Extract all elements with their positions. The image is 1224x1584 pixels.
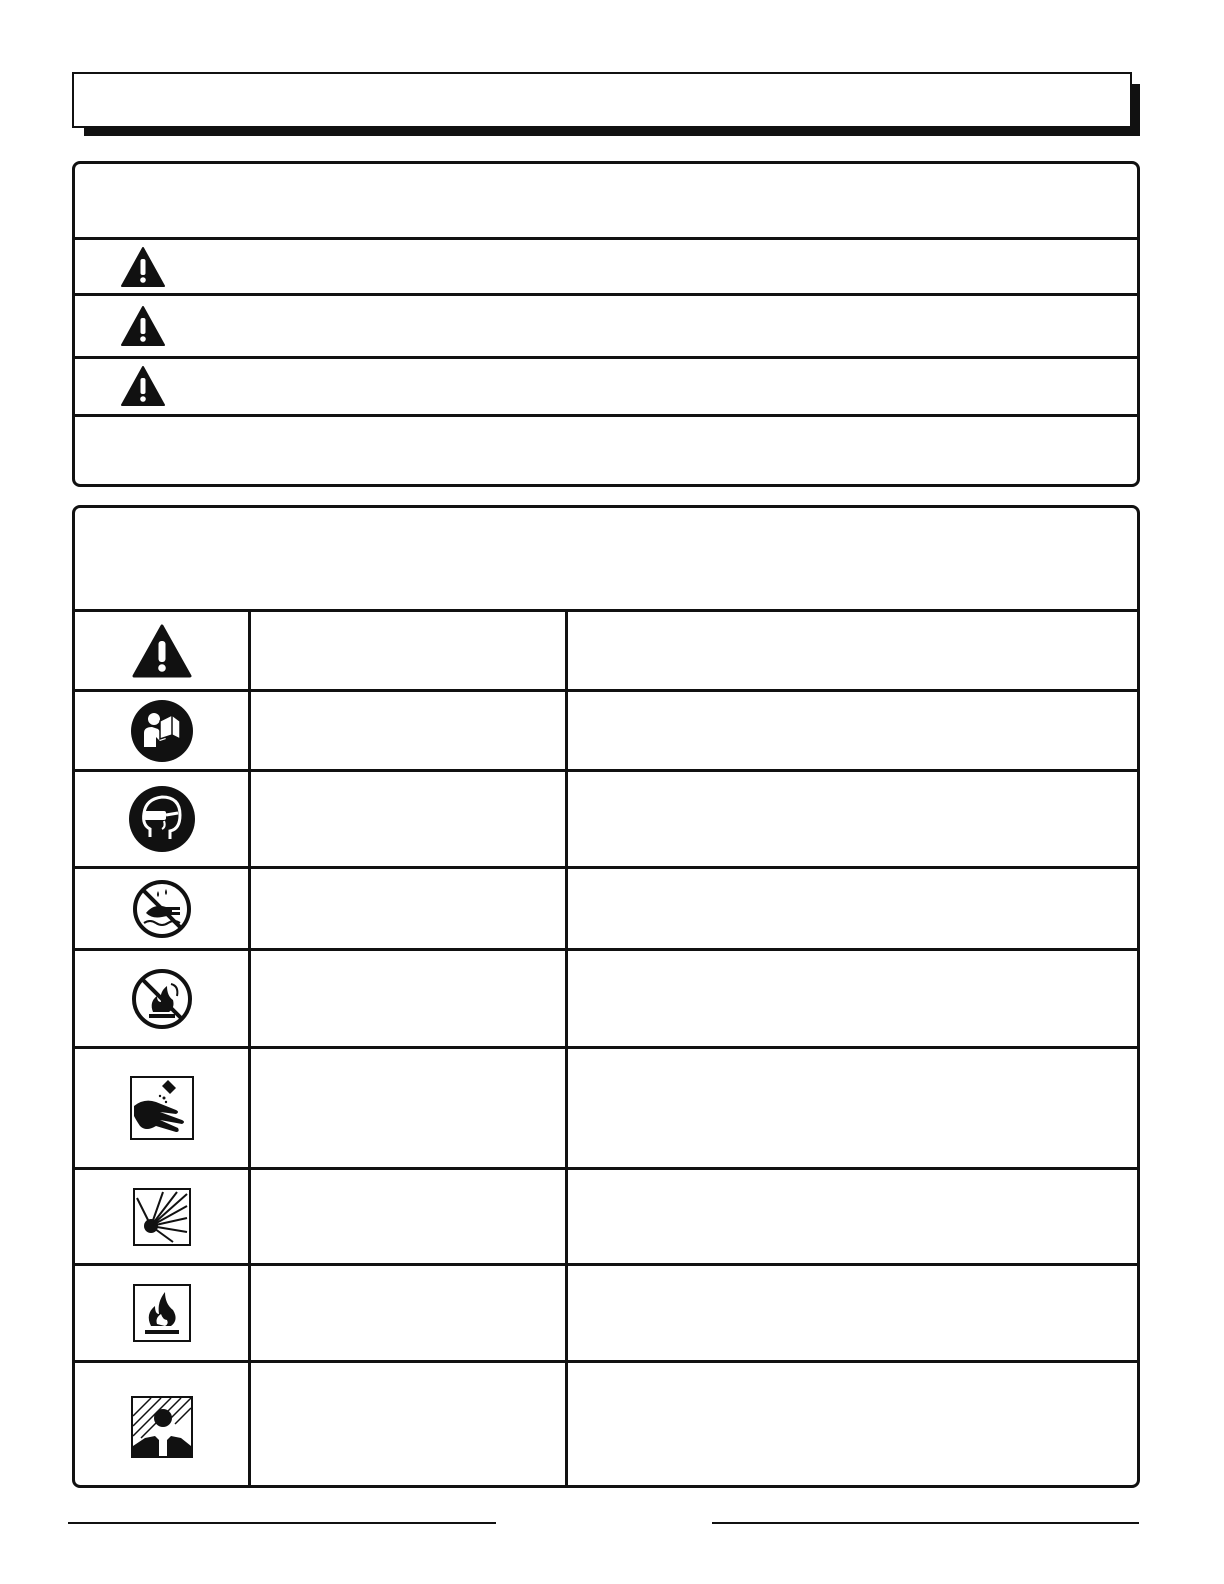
table-row: [75, 866, 1137, 948]
symbol-name: [252, 1170, 564, 1186]
symbol-meaning: [569, 612, 1137, 628]
symbol-name: [252, 869, 564, 885]
table-row: [75, 948, 1137, 1046]
symbol-cell: [75, 612, 248, 689]
symbol-name: [252, 1266, 564, 1282]
symbol-meaning: [569, 869, 1137, 885]
signal-row: [75, 414, 1137, 487]
symbol-name: [252, 951, 564, 967]
injection-hand-icon: [130, 1076, 194, 1140]
column-divider: [248, 609, 251, 1488]
symbol-name: [252, 772, 564, 788]
toxic-fumes-icon: [131, 1396, 193, 1458]
symbol-cell: [75, 772, 248, 866]
symbol-name: [252, 692, 564, 708]
signal-words-panel: [72, 161, 1140, 487]
symbol-meaning: [569, 951, 1137, 967]
warning-triangle-icon: [120, 305, 166, 347]
warning-triangle-icon: [120, 365, 166, 407]
symbol-meaning: [569, 692, 1137, 708]
flame-icon: [133, 1284, 191, 1342]
symbol-name: [252, 1363, 564, 1379]
eye-protection-icon: [128, 785, 196, 853]
warning-triangle-icon: [131, 623, 193, 679]
signal-row: [75, 293, 1137, 356]
symbol-meaning: [569, 772, 1137, 788]
warning-triangle-icon: [120, 246, 166, 288]
table-row: [75, 609, 1137, 689]
symbol-cell: [75, 1170, 248, 1263]
table-row: [75, 1046, 1137, 1167]
table-row: [75, 689, 1137, 769]
symbol-name: [252, 1049, 564, 1065]
symbol-meaning: [569, 1266, 1137, 1282]
symbol-cell: [75, 1049, 248, 1167]
column-divider: [565, 609, 568, 1488]
symbol-cell: [75, 951, 248, 1046]
table-row: [75, 1360, 1137, 1488]
symbol-cell: [75, 692, 248, 769]
no-fire-icon: [131, 968, 193, 1030]
symbol-meaning: [569, 1170, 1137, 1186]
table-row: [75, 1167, 1137, 1263]
signal-row: [75, 237, 1137, 293]
table-row: [75, 769, 1137, 866]
symbols-table-panel: [72, 505, 1140, 1488]
symbols-panel-header: [75, 508, 1137, 609]
symbol-meaning: [569, 1363, 1137, 1379]
table-row: [75, 1263, 1137, 1360]
read-manual-icon: [130, 699, 194, 763]
symbol-cell: [75, 1266, 248, 1360]
signal-panel-header: [75, 164, 1137, 237]
no-water-plug-icon: [132, 879, 192, 939]
symbol-meaning: [569, 1049, 1137, 1065]
symbol-cell: [75, 869, 248, 948]
footer-rule-left: [68, 1522, 496, 1524]
explosion-icon: [133, 1188, 191, 1246]
footer-rule-right: [712, 1522, 1139, 1524]
title-bar: [72, 72, 1132, 128]
signal-row: [75, 356, 1137, 414]
symbol-name: [252, 612, 564, 628]
symbol-cell: [75, 1363, 248, 1488]
